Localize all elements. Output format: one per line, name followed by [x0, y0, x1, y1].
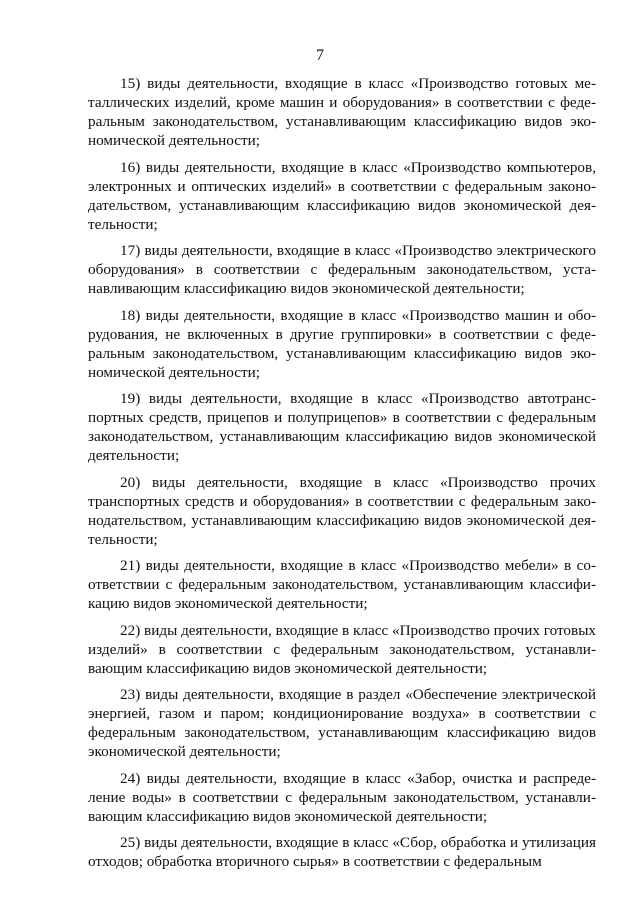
list-item-21: 21) виды деятельности, входящие в класс «Производство мебели» в соответствии с федеральным законодательством, устанавливающим классификацию видов экономической деятельности; [88, 557, 596, 612]
list-item-22: 22) виды деятельности, входящие в класс «Производство прочих готовых изделий» в соответствии с федеральным законодательством, устанавливающим классификацию видов экономической деятельности; [88, 621, 596, 677]
document-body [88, 74, 596, 879]
list-item-15: 15) виды деятельности, входящие в класс «Производство готовых металлических изделий, кроме машин и оборудования» в соответствии с федеральным законодательством, устанавливающим классификацию видов экономической деятельности; [88, 75, 596, 149]
list-item-19: 19) виды деятельности, входящие в класс «Производство автотранспортных средств, прицепов и полуприцепов» в соответствии с федеральным законодательством, устанавливающим классификацию видов экономической деятельности; [88, 390, 596, 464]
list-item-23: 23) виды деятельности, входящие в раздел «Обеспечение электрической энергией, газом и паром; кондиционирование воздуха» в соответствии с федеральным законодательством, устанавливающим классификацию видов экономической деятельности; [88, 686, 596, 760]
page-number: 7 [316, 47, 324, 64]
list-item-16: 16) виды деятельности, входящие в класс «Производство компьютеров, электронных и оптических изделий» в соответствии с федеральным законодательством, устанавливающим классификацию видов экономической деятельности; [88, 158, 596, 233]
list-item-17: 17) виды деятельности, входящие в класс «Производство электрического оборудования» в соответствии с федеральным законодательством, устанавливающим классификацию видов экономической деятельности; [88, 242, 596, 297]
list-item-20: 20) виды деятельности, входящие в класс «Производство прочих транспортных средств и оборудования» в соответствии с федеральным законодательством, устанавливающим классификацию видов экономической деятельности; [88, 473, 596, 548]
list-item-18: 18) виды деятельности, входящие в класс «Производство машин и оборудования, не включенных в другие группировки» в соответствии с федеральным законодательством, устанавливающим классификацию видов экономической деятельности; [88, 306, 596, 381]
list-item-25: 25) виды деятельности, входящие в класс «Сбор, обработка и утилизация отходов; обработка вторичного сырья» в соответствии с федеральным [88, 834, 596, 870]
list-item-24: 24) виды деятельности, входящие в класс «Забор, очистка и распределение воды» в соответствии с федеральным законодательством, устанавливающим классификацию видов экономической деятельности; [88, 769, 596, 825]
